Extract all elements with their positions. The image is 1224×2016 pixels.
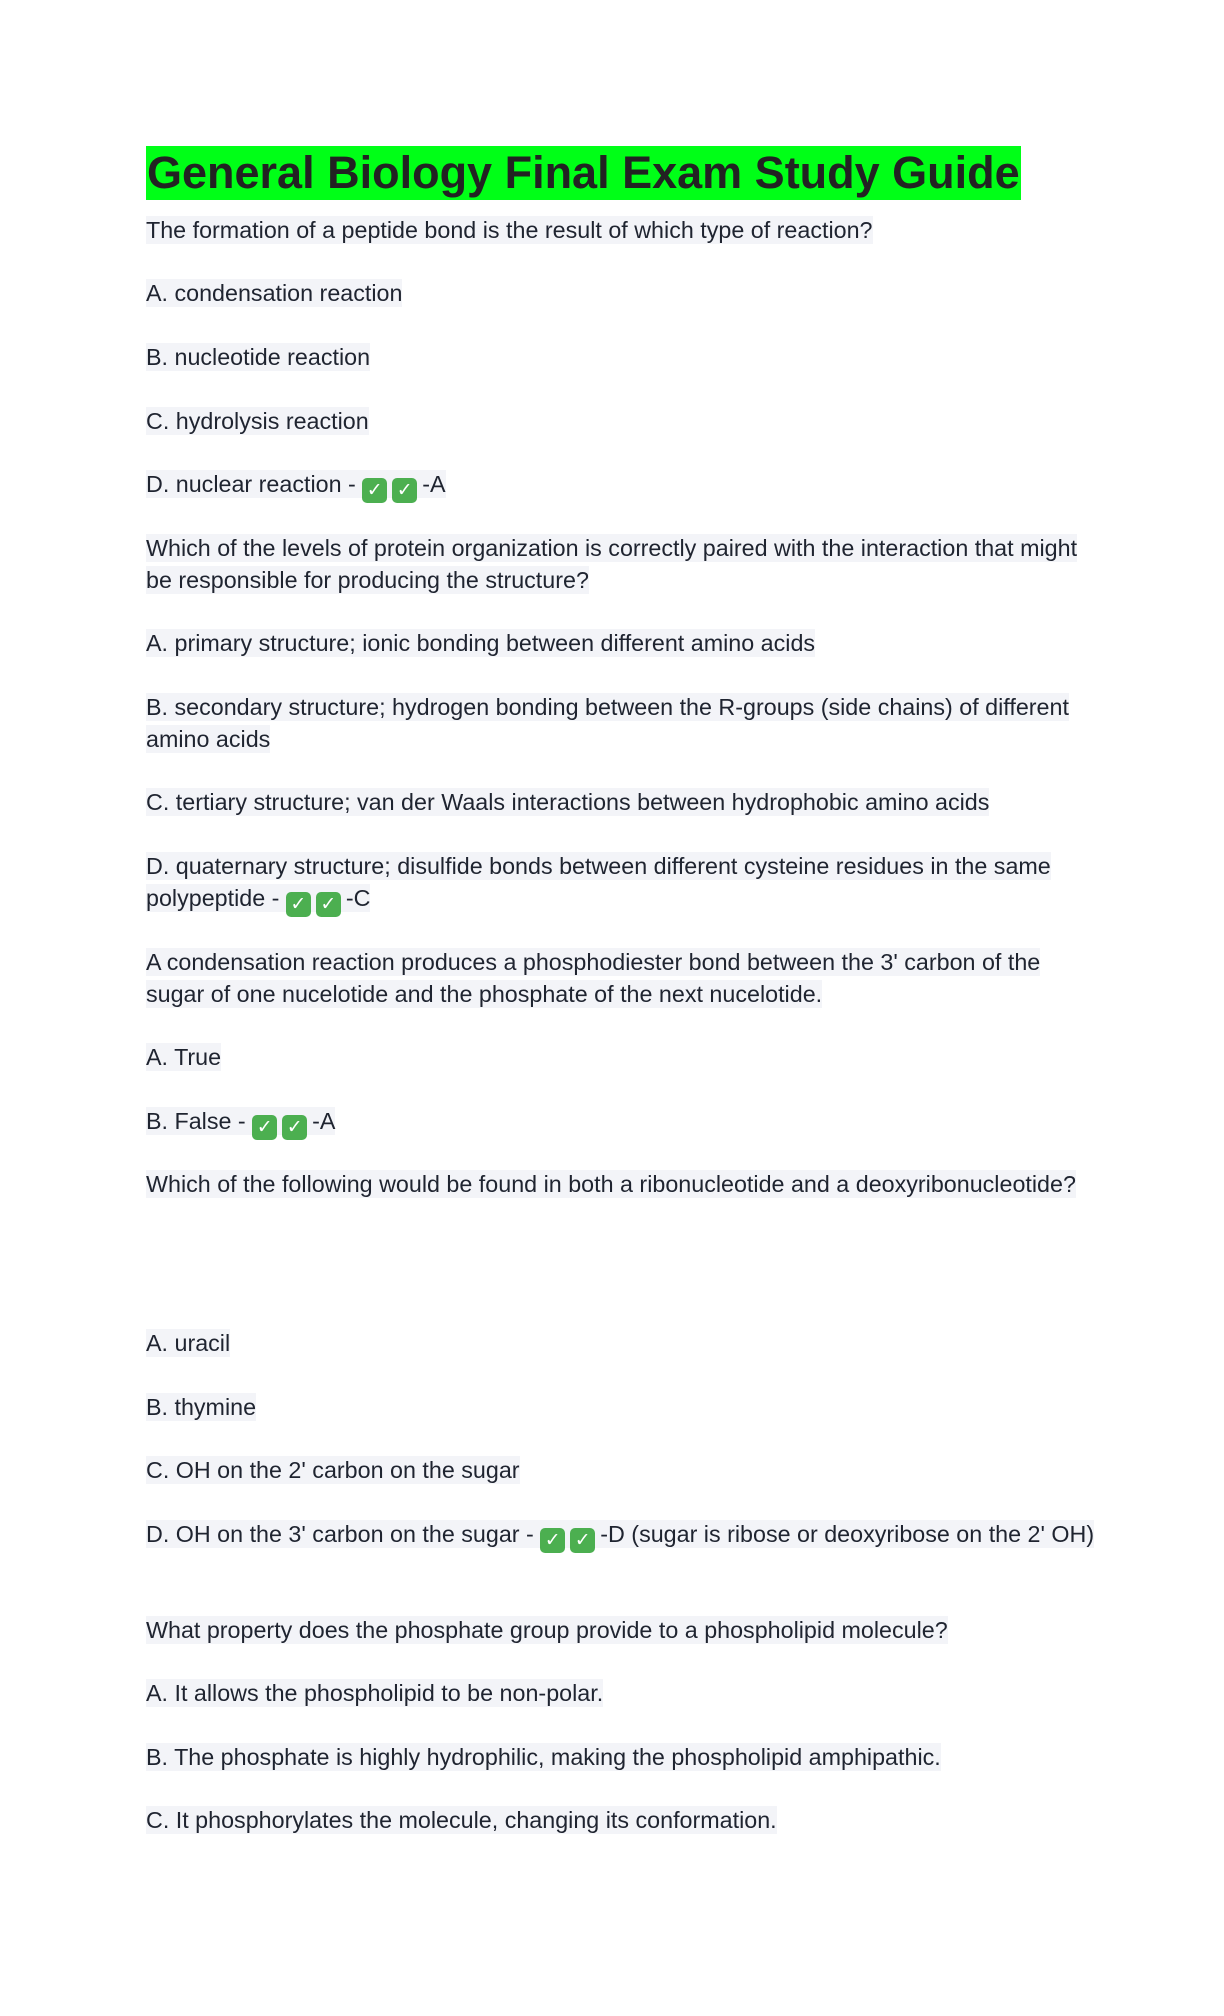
option-text: B. False - bbox=[146, 1108, 253, 1134]
check-mark-button-icon: ✓ bbox=[316, 892, 341, 917]
question-5 bbox=[146, 1614, 1101, 1646]
option-text: A. It allows the phospholipid to be non-polar. bbox=[146, 1680, 604, 1706]
question-2-option-b bbox=[146, 691, 1101, 755]
option-text: D. quaternary structure; disulfide bonds between different cysteine residues in the same polypeptide - bbox=[146, 853, 1051, 911]
option-text: A. uracil bbox=[146, 1330, 231, 1356]
question-4-option-a bbox=[146, 1327, 1101, 1359]
question-1 bbox=[146, 214, 1101, 246]
option-text: C. tertiary structure; van der Waals interactions between hydrophobic amino acids bbox=[146, 789, 990, 815]
question-1-option-d bbox=[146, 468, 1101, 503]
answer-text: -D (sugar is ribose or deoxyribose on the 2' OH) bbox=[600, 1521, 1095, 1547]
option-text: B. nucleotide reaction bbox=[146, 344, 371, 370]
check-mark-button-icon: ✓ bbox=[286, 892, 311, 917]
question-1-option-c bbox=[146, 405, 1101, 437]
check-mark-button-icon: ✓ bbox=[570, 1528, 595, 1553]
answer-text: -A bbox=[312, 1108, 336, 1134]
question-5-option-b bbox=[146, 1741, 1101, 1773]
question-3-option-b bbox=[146, 1105, 1101, 1140]
page-title: General Biology Final Exam Study Guide bbox=[147, 147, 1020, 198]
option-answer-line bbox=[146, 1107, 336, 1138]
check-mark-button-icon: ✓ bbox=[252, 1115, 277, 1140]
option-answer-line bbox=[146, 1520, 1095, 1551]
check-mark-button-icon: ✓ bbox=[392, 478, 417, 503]
option-text: A. condensation reaction bbox=[146, 280, 403, 306]
question-2 bbox=[146, 532, 1101, 596]
option-answer-line bbox=[146, 470, 446, 501]
question-text: The formation of a peptide bond is the result of which type of reaction? bbox=[146, 217, 873, 243]
question-4-option-c bbox=[146, 1454, 1101, 1486]
question-2-option-c bbox=[146, 786, 1101, 818]
question-1-option-b bbox=[146, 341, 1101, 373]
question-2-option-a bbox=[146, 627, 1101, 659]
question-4-option-d bbox=[146, 1518, 1101, 1553]
option-text: A. True bbox=[146, 1044, 222, 1070]
question-5-option-a bbox=[146, 1677, 1101, 1709]
question-5-option-c bbox=[146, 1804, 1101, 1836]
question-3 bbox=[146, 946, 1101, 1010]
option-text: D. nuclear reaction - bbox=[146, 471, 363, 497]
option-text: B. secondary structure; hydrogen bonding between the R-groups (side chains) of different amino acids bbox=[146, 694, 1069, 752]
question-4-option-b bbox=[146, 1391, 1101, 1423]
question-3-option-a bbox=[146, 1041, 1101, 1073]
option-text: C. OH on the 2' carbon on the sugar bbox=[146, 1457, 520, 1483]
question-1-option-a bbox=[146, 277, 1101, 309]
check-mark-button-icon: ✓ bbox=[540, 1528, 565, 1553]
question-text: What property does the phosphate group provide to a phospholipid molecule? bbox=[146, 1617, 948, 1643]
option-text: B. The phosphate is highly hydrophilic, making the phospholipid amphipathic. bbox=[146, 1744, 941, 1770]
option-text: C. hydrolysis reaction bbox=[146, 408, 369, 434]
question-2-option-d bbox=[146, 850, 1101, 917]
question-text: Which of the following would be found in both a ribonucleotide and a deoxyribonucleotide? bbox=[146, 1171, 1076, 1197]
check-mark-button-icon: ✓ bbox=[362, 478, 387, 503]
answer-text: -C bbox=[345, 885, 371, 911]
option-text: D. OH on the 3' carbon on the sugar - bbox=[146, 1521, 541, 1547]
check-mark-button-icon: ✓ bbox=[282, 1115, 307, 1140]
answer-text: -A bbox=[422, 471, 446, 497]
option-text: B. thymine bbox=[146, 1394, 257, 1420]
question-4 bbox=[146, 1168, 1101, 1200]
option-text: A. primary structure; ionic bonding between different amino acids bbox=[146, 630, 816, 656]
option-text: C. It phosphorylates the molecule, changing its conformation. bbox=[146, 1807, 777, 1833]
question-text: A condensation reaction produces a phosphodiester bond between the 3' carbon of the sugar of one nucelotide and the phosphate of the next nucelotide. bbox=[146, 949, 1041, 1007]
question-text: Which of the levels of protein organization is correctly paired with the interaction that might be responsible for producing the structure? bbox=[146, 535, 1078, 593]
option-answer-line bbox=[146, 852, 1051, 915]
